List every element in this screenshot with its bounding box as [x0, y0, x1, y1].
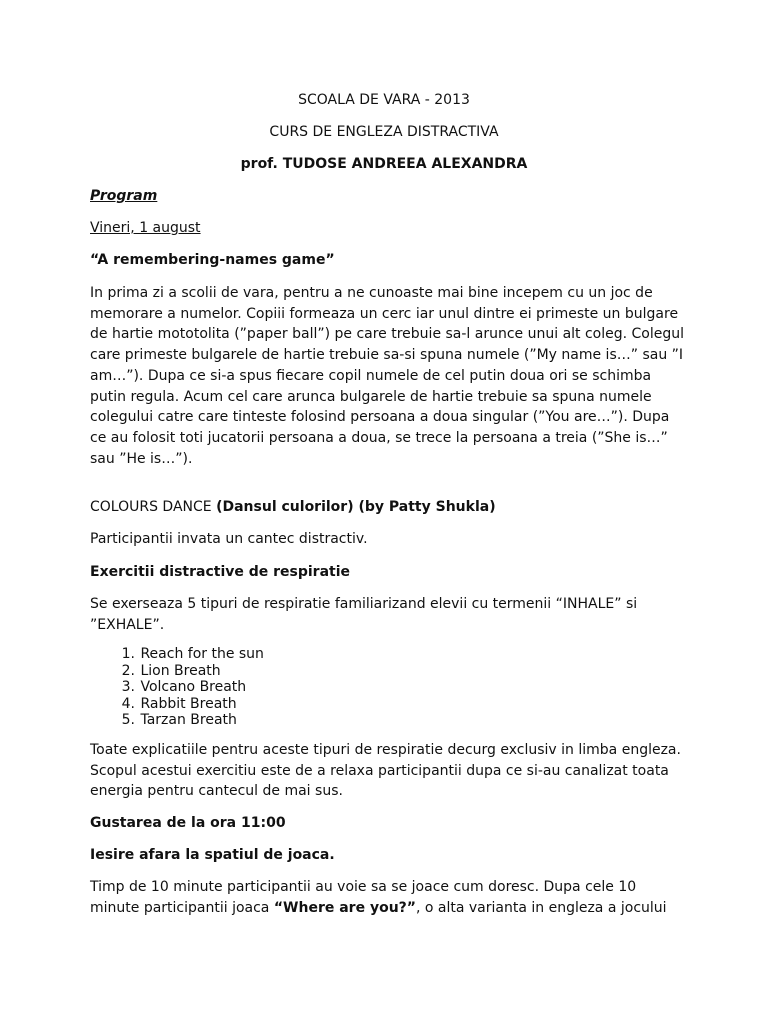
game-name-where-are-you: “Where are you?” [273, 899, 416, 916]
text-line: de hartie mototolita (”paper ball”) pe care trebuie sa-l arunce unui alt coleg. Colegul [90, 326, 685, 343]
game-title: “A remembering-names game” [90, 252, 335, 268]
breathing-outro [90, 740, 690, 802]
text-line: memorare a numelor. Copiii formeaza un cerc iar unul dintre ei primeste un bulgare [90, 305, 679, 322]
list-item [90, 696, 264, 713]
text-fragment: minute participantii joaca [90, 899, 274, 916]
program-date: Vineri, 1 august [90, 220, 201, 236]
colours-title-bold: (Dansul culorilor) (by Patty Shukla) [216, 499, 496, 515]
playground-title: Iesire afara la spatiul de joaca. [90, 847, 335, 863]
text-line: Scopul acestui exercitiu este de a relaxa participantii dupa ce si-au canalizat toata [90, 762, 669, 779]
list-text: Lion Breath [140, 662, 221, 679]
list-number: 4. [121, 695, 135, 712]
text-line: In prima zi a scolii de vara, pentru a ne cunoaste mai bine incepem cu un joc de [90, 285, 653, 301]
program-heading: Program [90, 188, 158, 204]
text-line: colegului catre care tinteste folosind persoana a doua singular (”You are…”). Dupa [90, 409, 670, 426]
text-line [90, 898, 690, 919]
list-item [90, 663, 264, 680]
text-line: putin regula. Acum cel care arunca bulgarele de hartie trebuie sa spuna numele [90, 388, 652, 405]
list-text: Reach for the sun [140, 646, 264, 662]
breathing-intro [90, 594, 690, 635]
text-line: am…”). Dupa ce si-a spus fiecare copil numele de cel putin doua ori se schimba [90, 367, 652, 384]
colours-title-plain: COLOURS DANCE [90, 499, 217, 515]
text-line: Toate explicatiile pentru aceste tipuri de respiratie decurg exclusiv in limba engleza. [90, 742, 681, 758]
list-text: Tarzan Breath [140, 712, 237, 728]
text-line: Se exerseaza 5 tipuri de respiratie familiarizand elevii cu termenii “INHALE” si [90, 596, 638, 612]
text-line: energia pentru cantecul de mai sus. [90, 783, 343, 800]
list-number: 3. [121, 679, 135, 695]
text-line: care primeste bulgarele de hartie trebuie sa-si spuna numele (”My name is…” sau ”I [90, 347, 684, 364]
teacher-name: prof. TUDOSE ANDREEA ALEXANDRA [240, 156, 528, 172]
list-item [90, 712, 264, 729]
list-number: 1. [121, 646, 135, 662]
breathing-list [90, 646, 264, 729]
list-number: 5. [121, 712, 135, 728]
course-title: CURS DE ENGLEZA DISTRACTIVA [269, 124, 499, 140]
list-number: 2. [121, 662, 135, 679]
breathing-title: Exercitii distractive de respiratie [90, 564, 351, 580]
list-item [90, 646, 264, 663]
text-line: sau ”He is…”). [90, 450, 193, 467]
list-text: Volcano Breath [140, 679, 247, 695]
text-line: Timp de 10 minute participantii au voie sa se joace cum doresc. Dupa cele 10 [90, 879, 637, 895]
colours-dance-text: Participantii invata un cantec distractiv. [90, 531, 368, 547]
list-item [90, 679, 264, 696]
list-text: Rabbit Breath [140, 695, 237, 712]
school-title: SCOALA DE VARA - 2013 [298, 92, 470, 108]
text-fragment: , o alta varianta in engleza a jocului [415, 899, 667, 916]
game-description [90, 283, 690, 469]
playground-text [90, 877, 690, 918]
text-line: ce au folosit toti jucatorii persoana a doua, se trece la persoana a treia (”She is…” [90, 429, 668, 446]
snack-title: Gustarea de la ora 11:00 [90, 815, 286, 831]
colours-dance-title [90, 499, 496, 516]
text-line: ”EXHALE”. [90, 616, 165, 633]
